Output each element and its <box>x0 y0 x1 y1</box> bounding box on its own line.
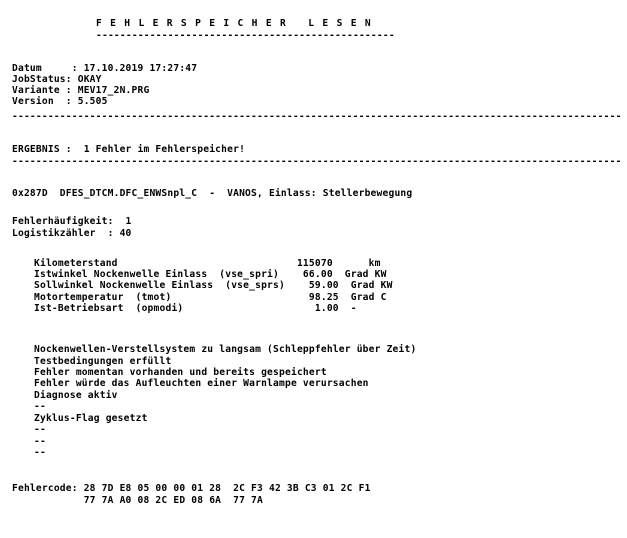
detail-line: Fehler momentan vorhanden und bereits gespeichert <box>34 367 327 378</box>
env-row: Ist-Betriebsart (opmodi) 1.00 - <box>34 303 357 314</box>
logistikzaehler-line: Logistikzähler : 40 <box>12 228 132 239</box>
env-row: Kilometerstand 115070 km <box>34 258 381 269</box>
variante-line: Variante : MEV17_2N.PRG <box>12 85 150 96</box>
detail-line: -- <box>34 436 46 447</box>
fehlercode-line: 77 7A A0 08 2C ED 08 6A 77 7A <box>12 495 263 506</box>
datum-line: Datum : 17.10.2019 17:27:47 <box>12 63 198 74</box>
detail-line: Fehler würde das Aufleuchten einer Warnlampe verursachen <box>34 378 369 389</box>
detail-line: -- <box>34 447 46 458</box>
fehlerhaeufigkeit-line: Fehlerhäufigkeit: 1 <box>12 216 132 227</box>
title-underline: -------------------------------------------------- <box>96 30 395 41</box>
fehlercode-line: Fehlercode: 28 7D E8 05 00 00 01 28 2C F3 42 3B C3 01 2C F1 <box>12 483 371 494</box>
separator: ------------------------------------------------------------------------------------------------------ <box>12 111 622 122</box>
detail-line: Nockenwellen-Verstellsystem zu langsam (Schleppfehler über Zeit) <box>34 344 417 355</box>
detail-line: -- <box>34 424 46 435</box>
fault-memory-report <box>12 0 624 538</box>
version-line: Version : 5.505 <box>12 96 108 107</box>
detail-line: Zyklus-Flag gesetzt <box>34 413 148 424</box>
separator: ------------------------------------------------------------------------------------------------------ <box>12 156 622 167</box>
ergebnis-line: ERGEBNIS : 1 Fehler im Fehlerspeicher! <box>12 144 246 155</box>
env-row: Istwinkel Nockenwelle Einlass (vse_spri) 66.00 Grad KW <box>34 269 387 280</box>
jobstatus-line: JobStatus: OKAY <box>12 74 102 85</box>
detail-line: Diagnose aktiv <box>34 390 118 401</box>
report-title: F E H L E R S P E I C H E R L E S E N <box>96 18 372 29</box>
fault-entry-line: 0x287D DFES_DTCM.DFC_ENWSnpl_C - VANOS, Einlass: Stellerbewegung <box>12 188 413 199</box>
detail-line: -- <box>34 401 46 412</box>
env-row: Sollwinkel Nockenwelle Einlass (vse_sprs) 59.00 Grad KW <box>34 280 393 291</box>
detail-line: Testbedingungen erfüllt <box>34 356 172 367</box>
env-row: Motortemperatur (tmot) 98.25 Grad C <box>34 292 387 303</box>
